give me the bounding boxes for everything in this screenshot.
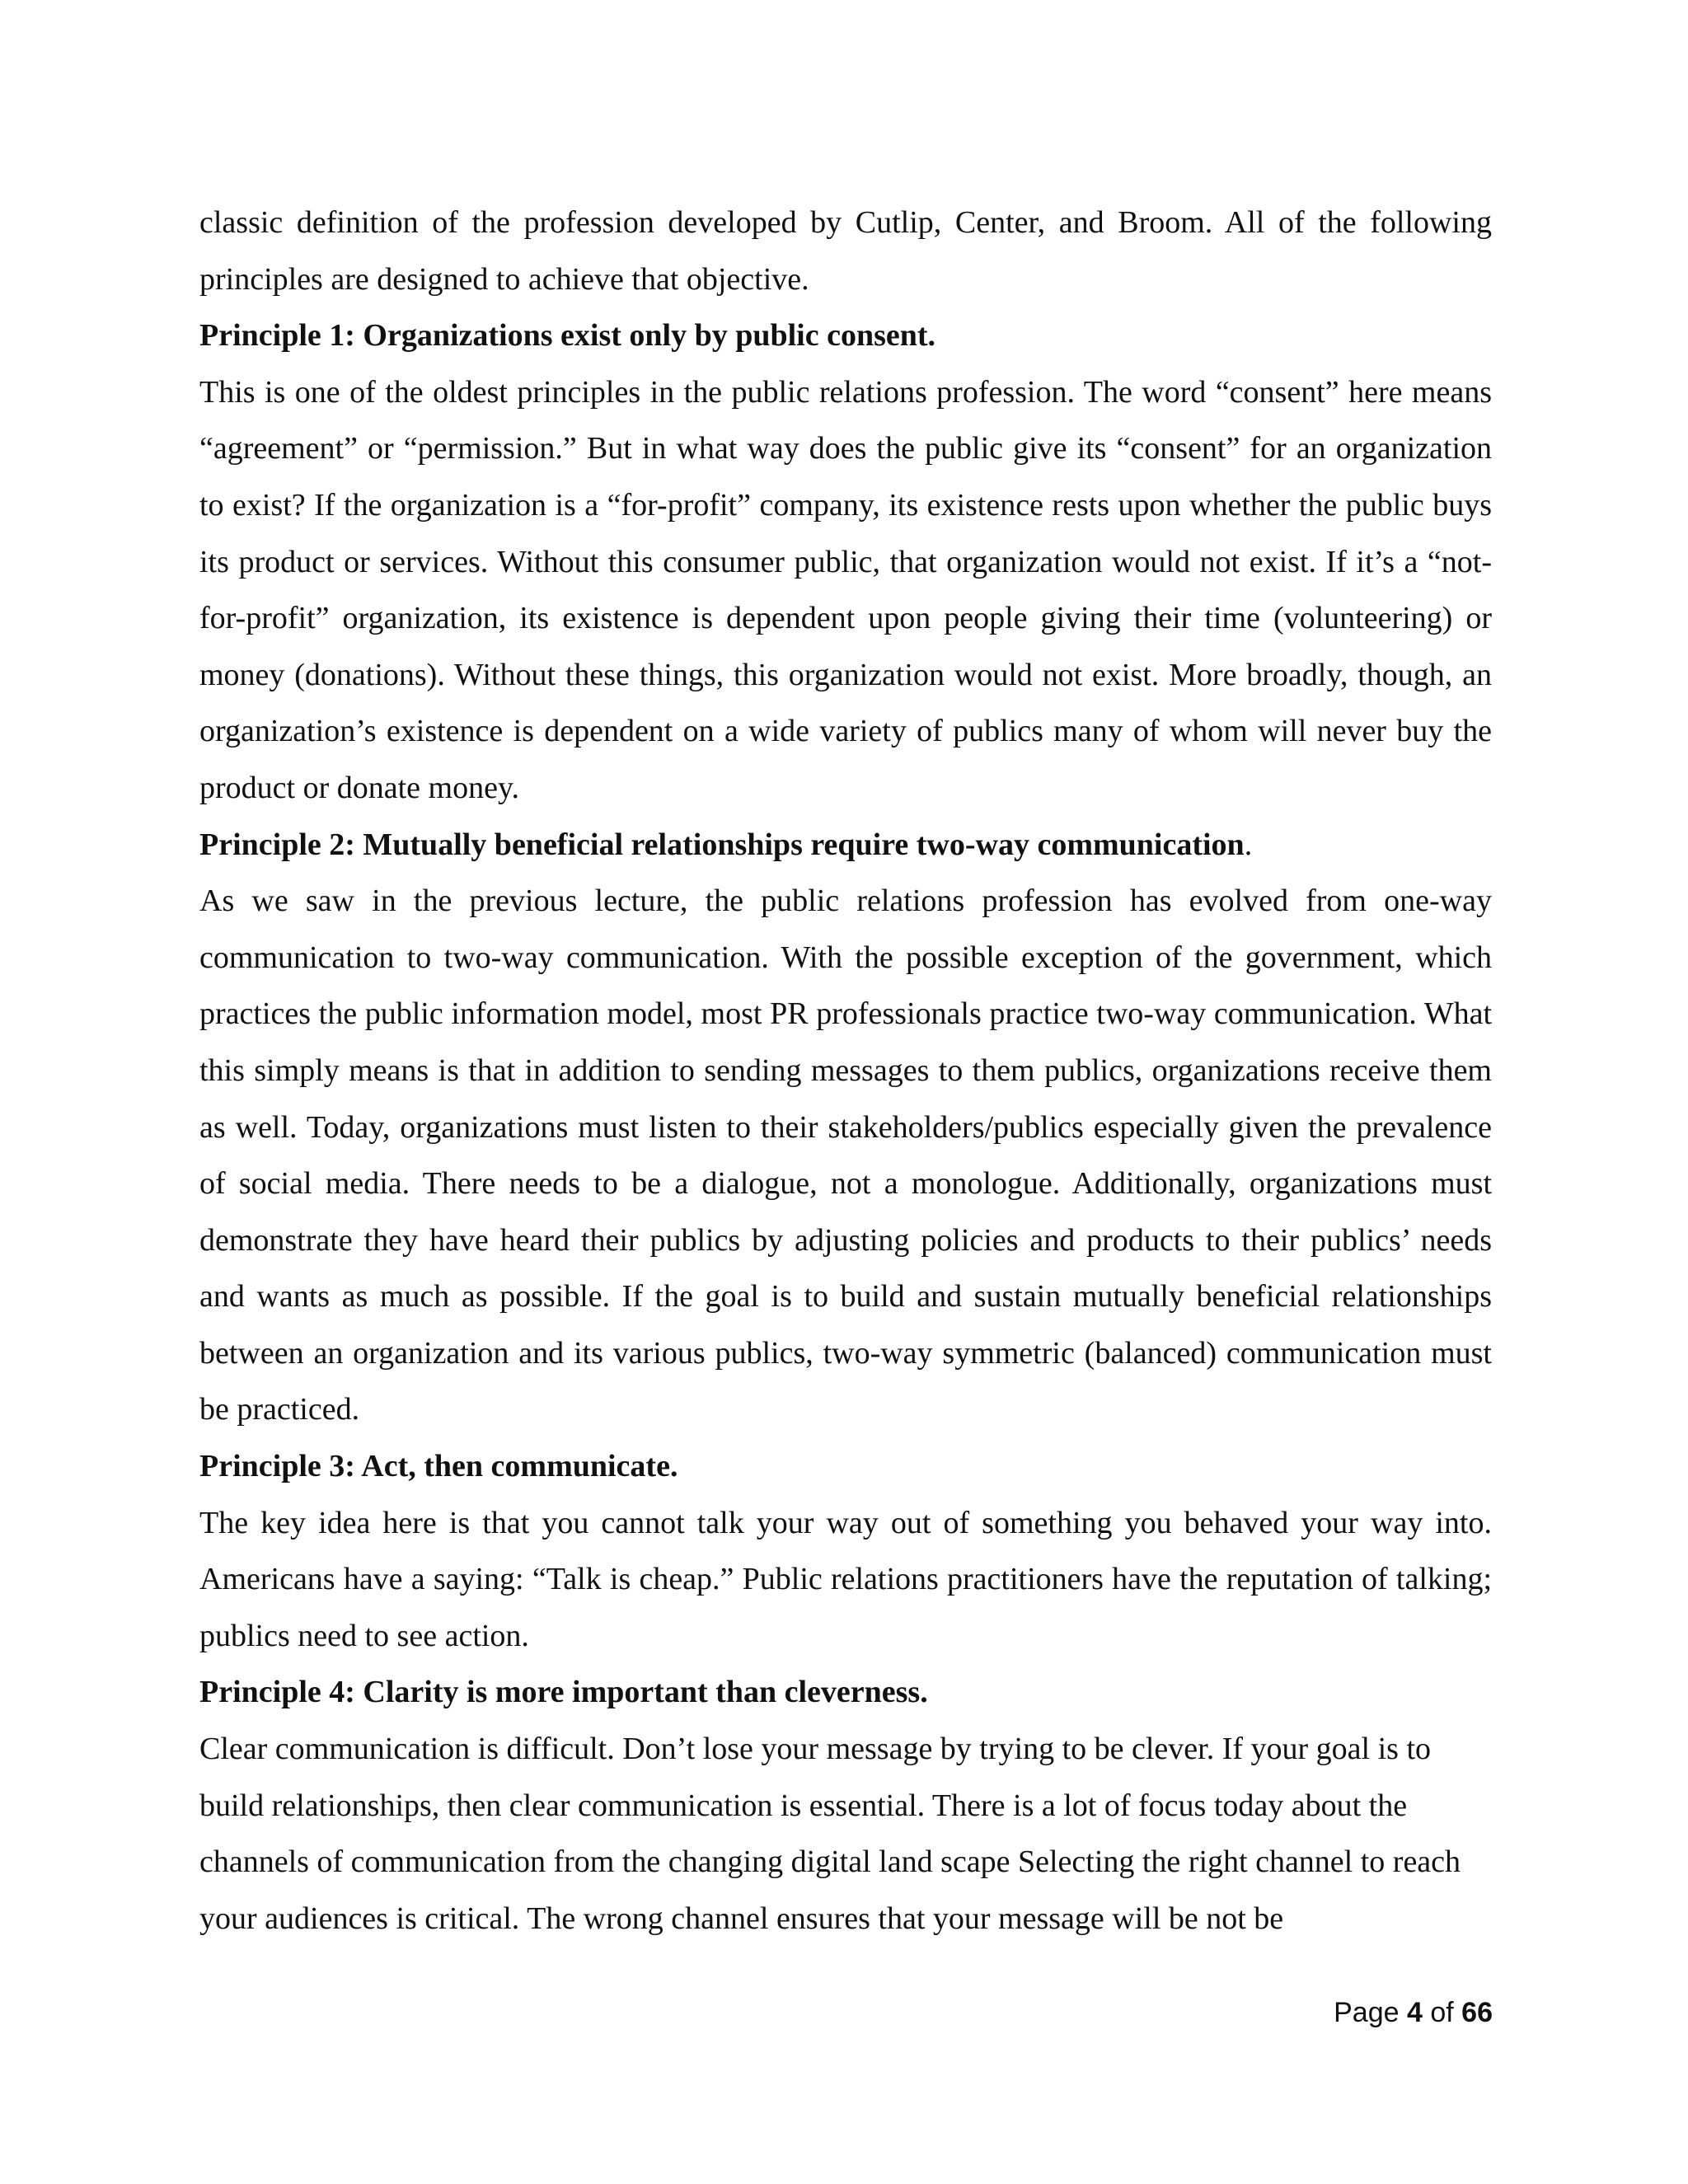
principle-1-body: This is one of the oldest principles in the public relations profession. The word “consent” here means “agreement” or “permission.” But in what way does the public give its “consent” for an organization to exist? If the organization is a “for-profit” company, its existence rests upon whether the public buys its product or services. Without this consumer public, that organization would not exist. If it’s a “not-for-profit” organization, its existence is dependent upon people giving their time (volunteering) or money (donations). Without these things, this organization would not exist. More broadly, though, an organization’s existence is dependent on a wide variety of publics many of whom will never buy the product or donate money. [199, 374, 1492, 805]
intro-paragraph: classic definition of the profession developed by Cutlip, Center, and Broom. All of the following principles are designed to achieve that objective. [199, 205, 1492, 297]
principle-2-body: As we saw in the previous lecture, the public relations profession has evolved from one-way communication to two-way communication. With the possible exception of the government, which practices the public information model, most PR professionals practice two-way communication. What this simply means is that in addition to sending messages to them publics, organizations receive them as well. Today, organizations must listen to their stakeholders/publics especially given the prevalence of social media. There needs to be a dialogue, not a monologue. Additionally, organizations must demonstrate they have heard their publics by adjusting policies and products to their publics’ needs and wants as much as possible. If the goal is to build and sustain mutually beneficial relationships between an organization and its various publics, two-way symmetric (balanced) communication must be practiced. [199, 883, 1492, 1427]
total-pages-number: 66 [1461, 1997, 1493, 2028]
page-number-footer [1334, 1997, 1493, 2029]
principle-4-heading: Principle 4: Clarity is more important than cleverness. [199, 1675, 928, 1710]
principle-1-heading: Principle 1: Organizations exist only by public consent. [199, 318, 936, 354]
page-body [199, 194, 1492, 1947]
principle-2-heading: Principle 2: Mutually beneficial relationships require two-way communication. [199, 827, 1253, 862]
principle-3-body: The key idea here is that you cannot talk your way out of something you behaved your way into. Americans have a saying: “Talk is cheap.” Public relations practitioners have the reputation of talking; publics need to see action. [199, 1505, 1492, 1653]
page-label: Page [1334, 1997, 1400, 2028]
of-label: of [1430, 1997, 1454, 2028]
principle-4-body: Clear communication is difficult. Don’t lose your message by trying to be clever. If your goal is to build relationships, then clear communication is essential. There is a lot of focus today about the channels of communication from the changing digital land scape Selecting the right channel to reach your audiences is critical. The wrong channel ensures that your message will be not be [199, 1732, 1461, 1936]
principle-3-heading: Principle 3: Act, then communicate. [199, 1449, 678, 1484]
current-page-number: 4 [1406, 1997, 1423, 2028]
